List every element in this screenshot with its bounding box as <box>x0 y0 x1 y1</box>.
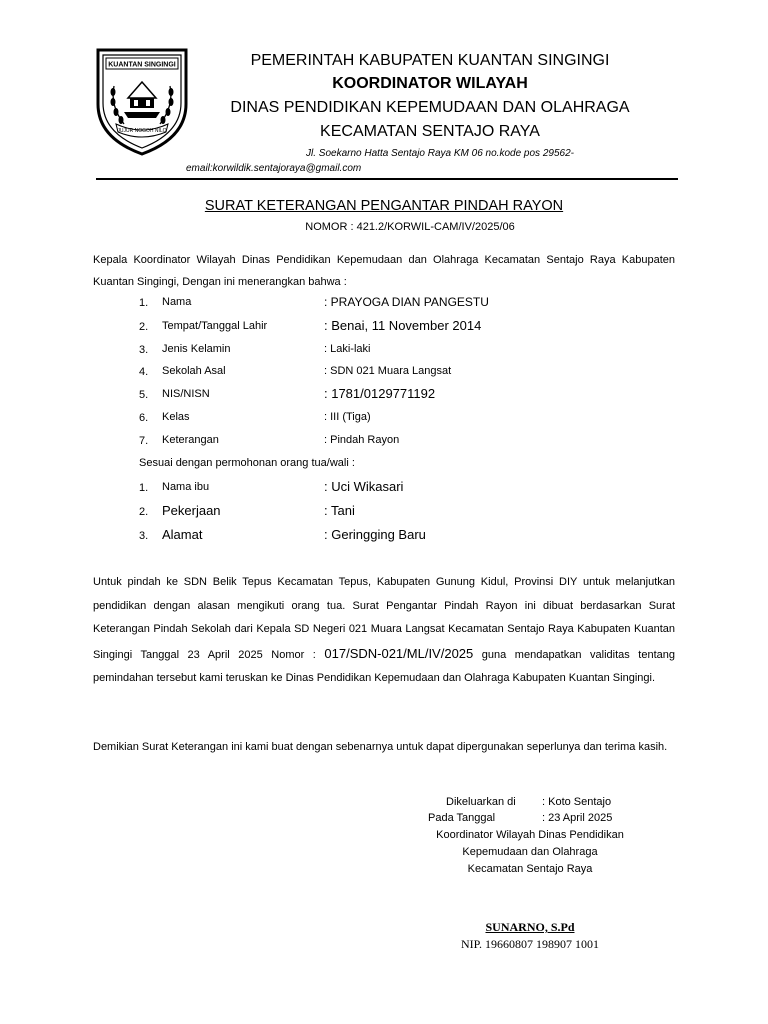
occupation-value: : Tani <box>324 503 355 518</box>
student-name-label: Nama <box>162 296 192 308</box>
intro-paragraph: Kepala Koordinator Wilayah Dinas Pendidikan Kepemudaan dan Olahraga Kecamatan Sentajo Raya Kabupaten Kuantan Singingi, Dengan ini menerangkan bahwa : <box>93 254 675 288</box>
list-item-number: 7. <box>139 435 149 447</box>
school-value: : SDN 021 Muara Langsat <box>324 365 452 377</box>
header-email: email:korwildik.sentajoraya@gmail.com <box>186 163 362 174</box>
birth-label: Tempat/Tanggal Lahir <box>162 320 268 332</box>
mother-name-label: Nama ibu <box>162 481 210 493</box>
remarks-label: Keterangan <box>162 434 219 446</box>
body-paragraph <box>93 571 675 691</box>
occupation-label: Pekerjaan <box>162 503 221 518</box>
letter-title: SURAT KETERANGAN PENGANTAR PINDAH RAYON <box>204 198 564 214</box>
header-coordinator: KOORDINATOR WILAYAH <box>332 75 528 92</box>
nis-label: NIS/NISN <box>162 388 210 400</box>
header-address: Jl. Soekarno Hatta Sentajo Raya KM 06 no.kode pos 29562- <box>306 148 574 159</box>
date-value: : 23 April 2025 <box>542 812 613 824</box>
parent-intro: Sesuai dengan permohonan orang tua/wali : <box>139 457 355 469</box>
list-item-number: 5. <box>139 389 149 401</box>
letter-number: NOMOR : 421.2/KORWIL-CAM/IV/2025/06 <box>305 221 515 233</box>
list-item-number: 6. <box>139 412 149 424</box>
body-text-part1: Untuk pindah ke SDN Belik Tepus Kecamatan Tepus, Kabupaten Gunung Kidul, Provinsi DIY untuk melanjutkan pendidikan dengan alasan mengikuti orang tua. Surat Pengantar Pindah Rayon ini dibuat berdasarkan Surat Keterangan Pindah Sekolah dari Kepala SD Negeri 021 Muara Langsat Kecamatan Sentajo Raya Kabupaten Kuantan Singingi Tanggal 23 April 2025 Nomor : <box>93 576 675 661</box>
date-label: Pada Tanggal <box>428 812 496 824</box>
list-item-number: 1. <box>139 482 149 494</box>
list-item-number: 4. <box>139 366 149 378</box>
birth-value: : Benai, 11 November 2014 <box>324 318 482 333</box>
list-item-number: 3. <box>139 344 149 356</box>
student-name-value: : PRAYOGA DIAN PANGESTU <box>324 295 489 309</box>
logo-top-text: KUANTAN SINGINGI <box>108 61 176 69</box>
class-label: Kelas <box>162 411 190 423</box>
closing-paragraph: Demikian Surat Keterangan ini kami buat dengan sebenarnya untuk dapat dipergunakan seperlunya dan terima kasih. <box>93 741 668 753</box>
header-government: PEMERINTAH KABUPATEN KUANTAN SINGINGI <box>250 52 610 69</box>
address-value: : Geringging Baru <box>324 527 426 542</box>
header-department: DINAS PENDIDIKAN KEPEMUDAAN DAN OLAHRAGA <box>230 99 630 116</box>
remarks-value: : Pindah Rayon <box>324 434 400 446</box>
list-item-number: 1. <box>139 297 149 309</box>
issued-at-value: : Koto Sentajo <box>542 796 612 808</box>
gender-label: Jenis Kelamin <box>162 343 231 355</box>
issued-at-label: Dikeluarkan di <box>446 796 516 808</box>
mother-name-value: : Uci Wikasari <box>324 479 404 494</box>
list-item-number: 2. <box>139 321 149 333</box>
signer-name: SUNARNO, S.Pd <box>485 920 575 934</box>
signer-role-line1: Koordinator Wilayah Dinas Pendidikan <box>436 829 624 841</box>
logo-ribbon-text: JUJUR NOGOH NILO <box>117 128 167 134</box>
school-label: Sekolah Asal <box>162 365 226 377</box>
reference-number: 017/SDN-021/ML/IV/2025 <box>324 645 474 661</box>
body-text-part2: guna mendapatkan validitas tentang pemindahan tersebut kami teruskan ke Dinas Pendidikan Kepemudaan dan Olahraga Kabupaten Kuantan Singingi. <box>93 648 675 684</box>
header-divider <box>96 178 678 180</box>
list-item-number: 2. <box>139 506 149 518</box>
address-label: Alamat <box>162 527 203 542</box>
header-district: KECAMATAN SENTAJO RAYA <box>320 123 540 140</box>
regency-logo <box>94 46 190 158</box>
gender-value: : Laki-laki <box>324 343 371 355</box>
signer-nip: NIP. 19660807 198907 1001 <box>460 937 599 951</box>
signer-role-line3: Kecamatan Sentajo Raya <box>467 863 593 875</box>
nis-value: : 1781/0129771192 <box>324 386 436 401</box>
class-value: : III (Tiga) <box>324 411 371 423</box>
signer-role-line2: Kepemudaan dan Olahraga <box>462 846 598 858</box>
list-item-number: 3. <box>139 530 149 542</box>
